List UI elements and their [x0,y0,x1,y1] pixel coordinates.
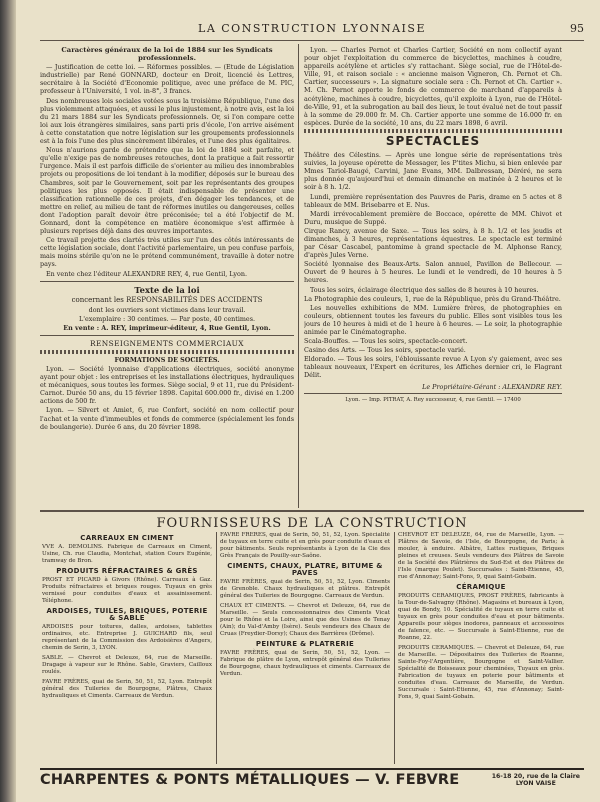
footer-address-line1: 16-18 20, rue de la Claire [491,773,580,780]
texte-loi-title: Texte de la loi [134,284,200,295]
spectacle-lumiere: Les nouvelles exhibitions de MM. Lumière frères, de photographies en couleurs, obtiennent toutes les faveurs du public. Elles sont visibles tous les jours de 10 heures à midi et de 1 heure à 6 heures. — Le soir, la photographie animée par le Cinématographe. [304,303,562,336]
fournisseurs-col-2 [220,532,390,764]
supplier-entry: PRODUITS CERAMIQUES. — Chevrot et Deleuze, 64, rue de Marseille. — Dépositaires des Tuileries de Roanne, Sainte-Foy-l'Argentière, Bourgogne et Saint-Vallier. Spécialité de Boisseaux pour cheminées, Tuyaux en grès. Fabrication de tuyaux en poterie pour bâtiments et conduites d'eau. Carreaux de Marseille, de Verdun. Succursale : Saint-Etienne, 45, rue d'Annonay; Saint-Fons, 9, quai Saint-Gobain. [398,645,564,700]
footer-address [492,773,580,787]
spectacle-photographie: La Photographie des couleurs, 1, rue de la République, près du Grand-Théâtre. [304,294,561,303]
spectacle-casino: Casino des Arts. — Tous les soirs, spectacle varié. [304,346,466,355]
supplier-entry: SABLE. — Chevrot et Deleuze, 64, rue de Marseille. Dragage à vapeur sur le Rhône. Sable, Graviers, Cailloux roulés. [42,655,212,675]
spectacle-mardi: Mardi irrévocablement première de Boccace, opérette de MM. Chivot et Duru, musique de Suppé. [304,209,562,226]
category-heading: PEINTURE & PLATRERIE [255,640,355,648]
divider [304,393,562,394]
spectacle-scala: Scala-Bouffes. — Tous les soirs, spectacle-concert. [304,337,468,346]
fournisseurs-col-1 [42,532,212,764]
section-rule [40,510,584,512]
spectacle-beaux-arts: Société lyonnaise des Beaux-Arts. Salon annuel, Pavillon de Bellecour. — Ouvert de 9 heures à 5 heures. Le lundi et le vendredi, de 10 heures à 5 heures. [304,260,562,285]
spectacle-eclairage: Tous les soirs, éclairage électrique des salles de 8 heures à 10 heures. [310,285,539,294]
header-rule [40,40,584,41]
column-rule [298,44,299,508]
left-article-p1: Des nombreuses lois sociales votées sous la troisième République, l'une des plus violemment attaquées, et aussi le plus injustement, à notre avis, est la loi du 21 mars 1884 sur les Syndicats professionnels. Or, si l'on compare cette loi aux lois étrangères similaires, sans parti pris d'école, l'on arrive aisément à cette constatation que notre législation sur les groupements professionnels est à la fois l'une des plus sincèrement libérales, et l'une des plus égalitaires. [40,96,294,146]
category-heading: PRODUITS RÉFRACTAIRES & GRÈS [56,567,198,575]
texte-loi-line3: L'exemplaire : 30 centimes. — Par poste, 40 centimes. [78,314,256,323]
footer-address-line2: LYON VAISE [515,780,556,787]
decorative-rule [40,350,294,354]
renseignements-title: RENSEIGNEMENTS COMMERCIAUX [90,338,244,348]
supplier-entry: FAVRE FRÈRES, quai de Serin, 50, 51, 52, Lyon. Entrepôt général des Tuileries de Bourgogne, Plâtres, Chaux hydrauliques et Ciments. Carreaux de Verdun. [42,679,212,699]
supplier-entry: FAVRE FRÈRES, quai de Serin, 50, 51, 52, Lyon. Ciments de Grenoble. Chaux hydrauliques et plâtres. Entrepôt général des Tuileries de Bourgogne. Carreaux de Verdun. [220,579,390,599]
divider [40,281,294,282]
supplier-entry: PRODUITS CERAMIQUES, PROST FRÈRES, fabricants à la Tour-de-Salvagny (Rhône). Magasins et bureaux à Lyon, quai de Bondy, 10. Spécialité de tuyaux en terre cuite et tuyaux en grès pour conduites d'eau et pour bâtiments. Appareils pour sièges inodores, panneaux et accessoires de faïence, etc. — Succursale à Saint-Etienne, rue de Roanne, 22. [398,593,564,641]
page-binding [0,0,16,802]
imprint: Lyon. — Imp. PITRAT, A. Rey successeur, 4, rue Gentil. — 17400 [345,396,521,403]
column-rule [394,532,395,764]
texte-loi-line2: dont les ouvriers sont victimes dans leur travail. [88,305,246,314]
left-article-title: Caractères généraux de la loi de 1884 sur les Syndicats professionnels. [61,46,273,63]
spectacles-heading: SPECTACLES [385,133,481,148]
fournisseurs-heading: FOURNISSEURS DE LA CONSTRUCTION [156,516,468,531]
right-top-paragraph: Lyon. — Charles Pernot et Charles Cartier, Société en nom collectif ayant pour objet l'exploitation du commerce de bicyclettes, machines à coudre, appareils acétylène et articles s'y rattachant. Siège social, rue de l'Hôtel-de-Ville, 91, et raison sociale : « ancienne maison Vigneron, Ch. Pernot et Ch. Cartier, successeurs ». La signature sociale sera : Ch. Pernot et Ch. Cartier ». M. Ch. Pernot apporte le fonds de commerce de marchand d'appareils à acétylène, machines à coudre, bicyclettes, qu'il exploite à Lyon, rue de l'Hôtel-de-Ville, 91, et la subrogation au bail des lieux, le tout évalué net de tout passif à la somme de 29.000 fr. M. Ch. Cartier apporte une somme de 16.000 fr. en espèces. Durée de la société, 10 ans, du 22 mars 1898, 6 avril. [304,46,562,127]
spectacle-lundi: Lundi, première représentation des Pauvres de Paris, drame en 5 actes et 8 tableaux de MM. Brisebarre et E. Nus. [304,192,562,209]
left-article-p3: Ce travail projette des clartés très utiles sur l'un des côtés intéressants de cette législation sociale, dont l'activité parlementaire, un peu confuse parfois, mais moins stérile qu'on ne le prétend communément, travaille à doter notre pays. [40,236,294,269]
spectacle-cirque-rancy: Cirque Rancy, avenue de Saxe. — Tous les soirs, à 8 h. 1/2 et les jeudis et dimanches, à 3 heures, représentations équestres. Le spectacle est terminé par César Cascabel, pantomime à grand spectacle de M. Alphonse Rancy, d'après Jules Verne. [304,226,562,260]
supplier-entry: ARDOISES pour toitures, dalles, ardoises, tablettes ordinaires, etc. Entreprise J. GUICHARD fils, seul représentant de la Commission des Ardoisières d'Angers, chemin de Serin, 3, LYON. [42,624,212,651]
category-heading: ARDOISES, TUILES, BRIQUES, POTERIE & SABLE [46,607,208,622]
left-article-p2: Nous n'aurions garde de prétendre que la loi de 1884 soit parfaite, et qu'elle n'exige pas de nombreuses retouches, dont la pratique a fait ressortir l'urgence. Mais il est parfois difficile de s'orienter au milieu des innombrables projets ou propositions de loi tendant à la modifier, déposés sur le bureau des Chambres, soit par le Gouvernement, soit par les représentants des groupes politiques les plus opposés. Il était indispensable de présenter une classification rationnelle de ces projets, d'en dégager les tendances, et de mettre en relief, au milieu de tant de réformes inutiles ou dangereuses, celles dont l'adoption paraît devoir être préconisée; tel a été l'objectif de M. Gonnard, dont la compétence en matière économique s'est affirmée à plusieurs reprises déjà dans des œuvres importantes. [40,146,294,236]
renseignements-p2: Lyon. — Silvert et Amiet, 6, rue Confort, société en nom collectif pour l'achat et la vente d'immeubles et fonds de commerce (spécialement les fonds de boulangerie). Durée 6 ans, du 20 février 1898. [40,406,294,431]
signature: Le Propriétaire-Gérant : ALEXANDRE REY. [422,382,562,391]
divider [40,335,294,336]
right-column [304,46,562,508]
footer-banner-text: CHARPENTES & PONTS MÉTALLIQUES — V. FEBVRE [40,772,460,788]
page-number: 95 [570,22,584,35]
renseignements-p1: Lyon. — Société lyonnaise d'applications électriques, société anonyme ayant pour objet : les entreprises et les installations électriques, hydrauliques et mécaniques, sous toutes les formes. Siège social, 9 et 11, rue du Président-Carnot. Durée 50 ans, du 15 février 1898. Capital 600.000 fr., divisé en 1.200 actions de 500 fr. [40,365,294,406]
category-heading: CIMENTS, CHAUX, PLATRE, BITUME & PAVES [227,562,383,577]
footer-advert [40,768,584,792]
spectacle-eldorado: Eldorado. — Tous les soirs, l'éblouissante revue A Lyon s'y gaiement, avec ses tableaux nouveaux, l'Expert en écritures, les Affiches dernier cri, le Flagrant Délit. [304,355,562,380]
left-article-p4: En vente chez l'éditeur ALEXANDRE REY, 4, rue Gentil, Lyon. [46,269,248,278]
left-article-intro: — Justification de cette loi. — Réformes possibles. — (Etude de Législation industrielle) par René GONNARD, docteur en Droit, licencié ès Lettres, secrétaire à la Société d'Economie politique, avec une préface de M. PIC, professeur à l'Université, 1 vol. in-8°, 3 francs. [40,63,294,96]
supplier-entry: FAVRE FRÈRES, quai de Serin, 50, 51, 52, Lyon. — Fabrique de plâtre de Lyon, entrepôt général des Tuileries de Bourgogne, chaux hydrauliques et ciments. Carreaux de Verdun. [220,650,390,677]
fournisseurs-col-3 [398,532,564,764]
renseignements-subtitle: FORMATIONS DE SOCIÉTÉS. [114,355,220,364]
texte-loi-line1: concernant les RESPONSABILITÉS DES ACCIDENTS [71,295,263,304]
spectacle-celestins: Théâtre des Célestins. — Après une longue série de représentations très suivies, la joyeuse opérette de Messager, les P'tites Michu, si bien enlevée par Mmes Tariol-Baugé, Carvini, Jane Evans, MM. Dalbressan, Déréré, ne sera plus donnée qu'aujourd'hui et demain dimanche en matinée à 2 heures et le soir à 8 h. 1/2. [304,151,562,192]
journal-title: LA CONSTRUCTION LYONNAISE [198,22,426,35]
category-heading: CÉRAMIQUE [456,583,506,591]
page-header [40,22,584,38]
category-heading: CARREAUX EN CIMENT [80,534,174,542]
left-column [40,46,294,508]
supplier-entry: CHAUX ET CIMENTS. — Chevrot et Deleuze, 64, rue de Marseille. — Seuls concessionnaires des Ciments Vicat pour le Rhône et la Loire, ainsi que des Usines de Tenay (Ain); du Val-d'Amby (Isère). Seuls vendeurs des Chaux de Cruas (Freydier-Dorsy); Chaux des Barrières (Drôme). [220,603,390,637]
column-rule [216,532,217,764]
supplier-entry: VVE A. DEMOLINS. Fabrique de Carreaux en Ciment, Usine, Ch. rue Claudia, Montchat, station Cours Eugénie, tramway de Bron. [42,544,212,564]
supplier-entry: FAVRE FRÈRES, quai de Serin, 50, 51, 52, Lyon. Spécialité de tuyaux en terre cuite et en grès pour conduite d'eaux et pour bâtiments. Seuls représentants à Lyon de la Cie des Grès Français de Pouilly-sur-Saône. [220,532,390,559]
texte-loi-line4: En vente : A. REY, imprimeur-éditeur, 4, Rue Gentil, Lyon. [63,323,271,332]
decorative-rule [304,129,562,133]
supplier-entry: PROST ET PICARD à Givors (Rhône). Carreaux à Gaz. Produits réfractaires et briques rouges. Tuyaux en grès vernissé pour conduites d'eaux et assainissement. Téléphone. [42,577,212,604]
supplier-entry: CHEVROT ET DELEUZE, 64, rue de Marseille, Lyon. — Plâtres de Savoie, de l'Isle, de Bourgogne, de Paris; à mouler, à enduire. Albâtre, Lattes rustiques, Briques pleines et creuses. Seuls vendeurs des Plâtres de Savoie de la Société des Plâtrières du Sud-Est et des Plâtres de l'Isle (marque Poulet). Succursales : Saint-Etienne, 45, rue d'Annonay; Saint-Fons, 9, quai Saint-Gobain. [398,532,564,580]
